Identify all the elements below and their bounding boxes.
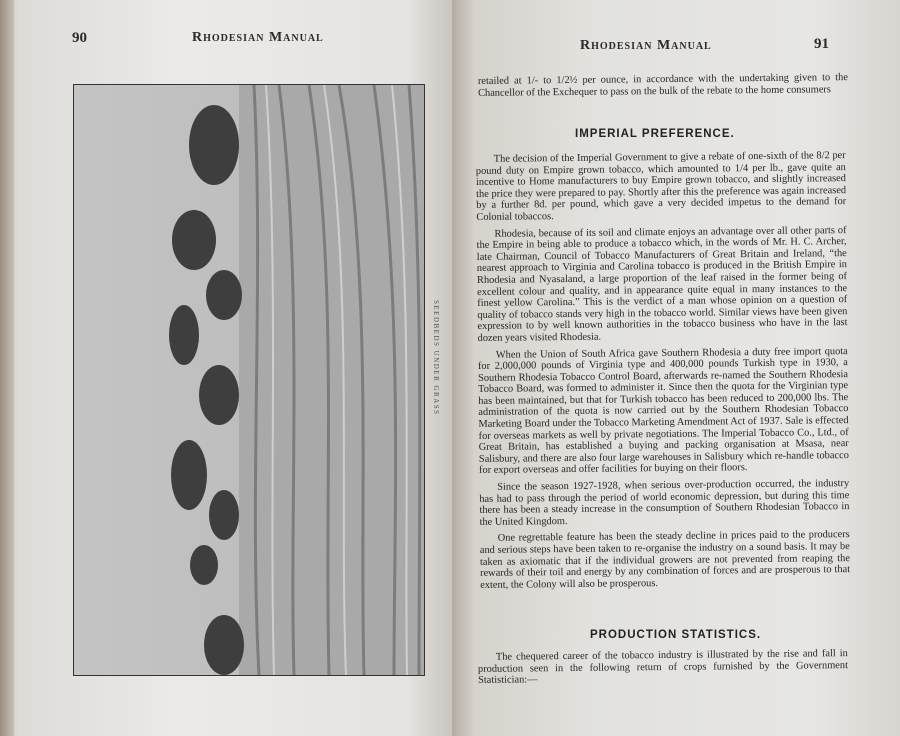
photo-caption: SEEDBEDS UNDER GRASS bbox=[432, 300, 440, 416]
seedbeds-photo bbox=[73, 84, 425, 676]
running-head: Rhodesian Manual bbox=[192, 30, 324, 45]
paragraph: Rhodesia, because of its soil and climate enjoys an advantage over all other parts of the Empire in being able to produce a tobacco which, in the words of Mr. H. C. Archer, late Chairman, Council of Tobacco Manufacturers of Great Britain and Ireland, “the nearest approach to Virginia and Carolina tobacco is produced in the British Empire in Rhodesia and Nyasaland, a large proportion of the leaf raised in the former being of excellent colour and quality, and in appearance quite equal in many instances to the finest yellow Carolina.” This is the verdict of a man whose opinion on a question of quality of tobacco stands very high in the tobacco world. Similar views have been given expression to by well known authorities in the tobacco business who have in the last dozen years visited Rhodesia. bbox=[476, 224, 848, 344]
paragraph: The decision of the Imperial Government to give a rebate of one-sixth of the 8/2 per pound duty on Empire grown tobacco, which amounted to 1/4 per lb., gave quite an incentive to Home manufacturers to buy Empire grown tobacco, and slightly increased the price they were prepared to pay. Shortly after this the preference was again increased by a further 8d. per pound, which gave a very decided impetus to the demand for Colonial tobaccos. bbox=[475, 150, 847, 223]
photo-image bbox=[74, 85, 424, 675]
page-edges bbox=[0, 0, 14, 736]
imperial-preference-body bbox=[476, 150, 851, 596]
running-head: Rhodesian Manual bbox=[580, 38, 712, 53]
page-number: 91 bbox=[814, 36, 829, 52]
paragraph: One regrettable feature has been the steady decline in prices paid to the producers and serious steps have been taken to re-organise the industry on a sound basis. It may be taken as axiomatic that if the individual growers are not prevented from reaping the rewards of their toil and energy by any combination of forces and are prosperous to that extent, the Colony will also be prosperous. bbox=[479, 529, 851, 591]
paragraph: When the Union of South Africa gave Southern Rhodesia a duty free import quota for 2,000,000 pounds of Virginia type and 400,000 pounds Turkish type in 1930, a Southern Rhodesia Tobacco Control Board, afterwards re-named the Southern Rhodesia Tobacco Board, was formed to administer it. Since then the quota for the Virginian type has been maintained, but that for Turkish tobacco has been reduced to 200,000 lbs. The administration of the quota is now carried out by the Southern Rhodesian Tobacco Marketing Board under the Tobacco Marketing Amendment Act of 1937. Sale is effected for overseas markets as well by private negotiations. The Imperial Tobacco Co., Ltd., of Great Britain, has established a buying and packing organisation at Msasa, near Salisbury, and there are also four large warehouses in Salisbury which re-handle tobacco for export overseas and offer facilities for buying on their floors. bbox=[477, 345, 849, 477]
heading-production-statistics: PRODUCTION STATISTICS. bbox=[590, 629, 762, 641]
heading-imperial-preference: IMPERIAL PREFERENCE. bbox=[575, 128, 735, 140]
production-statistics-body bbox=[478, 648, 848, 692]
page-number: 90 bbox=[72, 30, 87, 46]
paragraph: The chequered career of the tobacco industry is illustrated by the rise and fall in production seen in the following return of crops furnished by the Government Statistician:— bbox=[477, 648, 849, 687]
paragraph: Since the season 1927-1928, when serious over-production occurred, the industry has had to pass through the period of world economic depression, but during this time there has been a steady increase in the consumption of Southern Rhodesian Tobacco in the United Kingdom. bbox=[479, 478, 850, 528]
intro-paragraph: retailed at 1/- to 1/2½ per ounce, in accordance with the undertaking given to the Chancellor of the Exchequer to pass on the bulk of the rebate to the home consumers bbox=[477, 72, 848, 99]
intro-text bbox=[478, 72, 848, 104]
